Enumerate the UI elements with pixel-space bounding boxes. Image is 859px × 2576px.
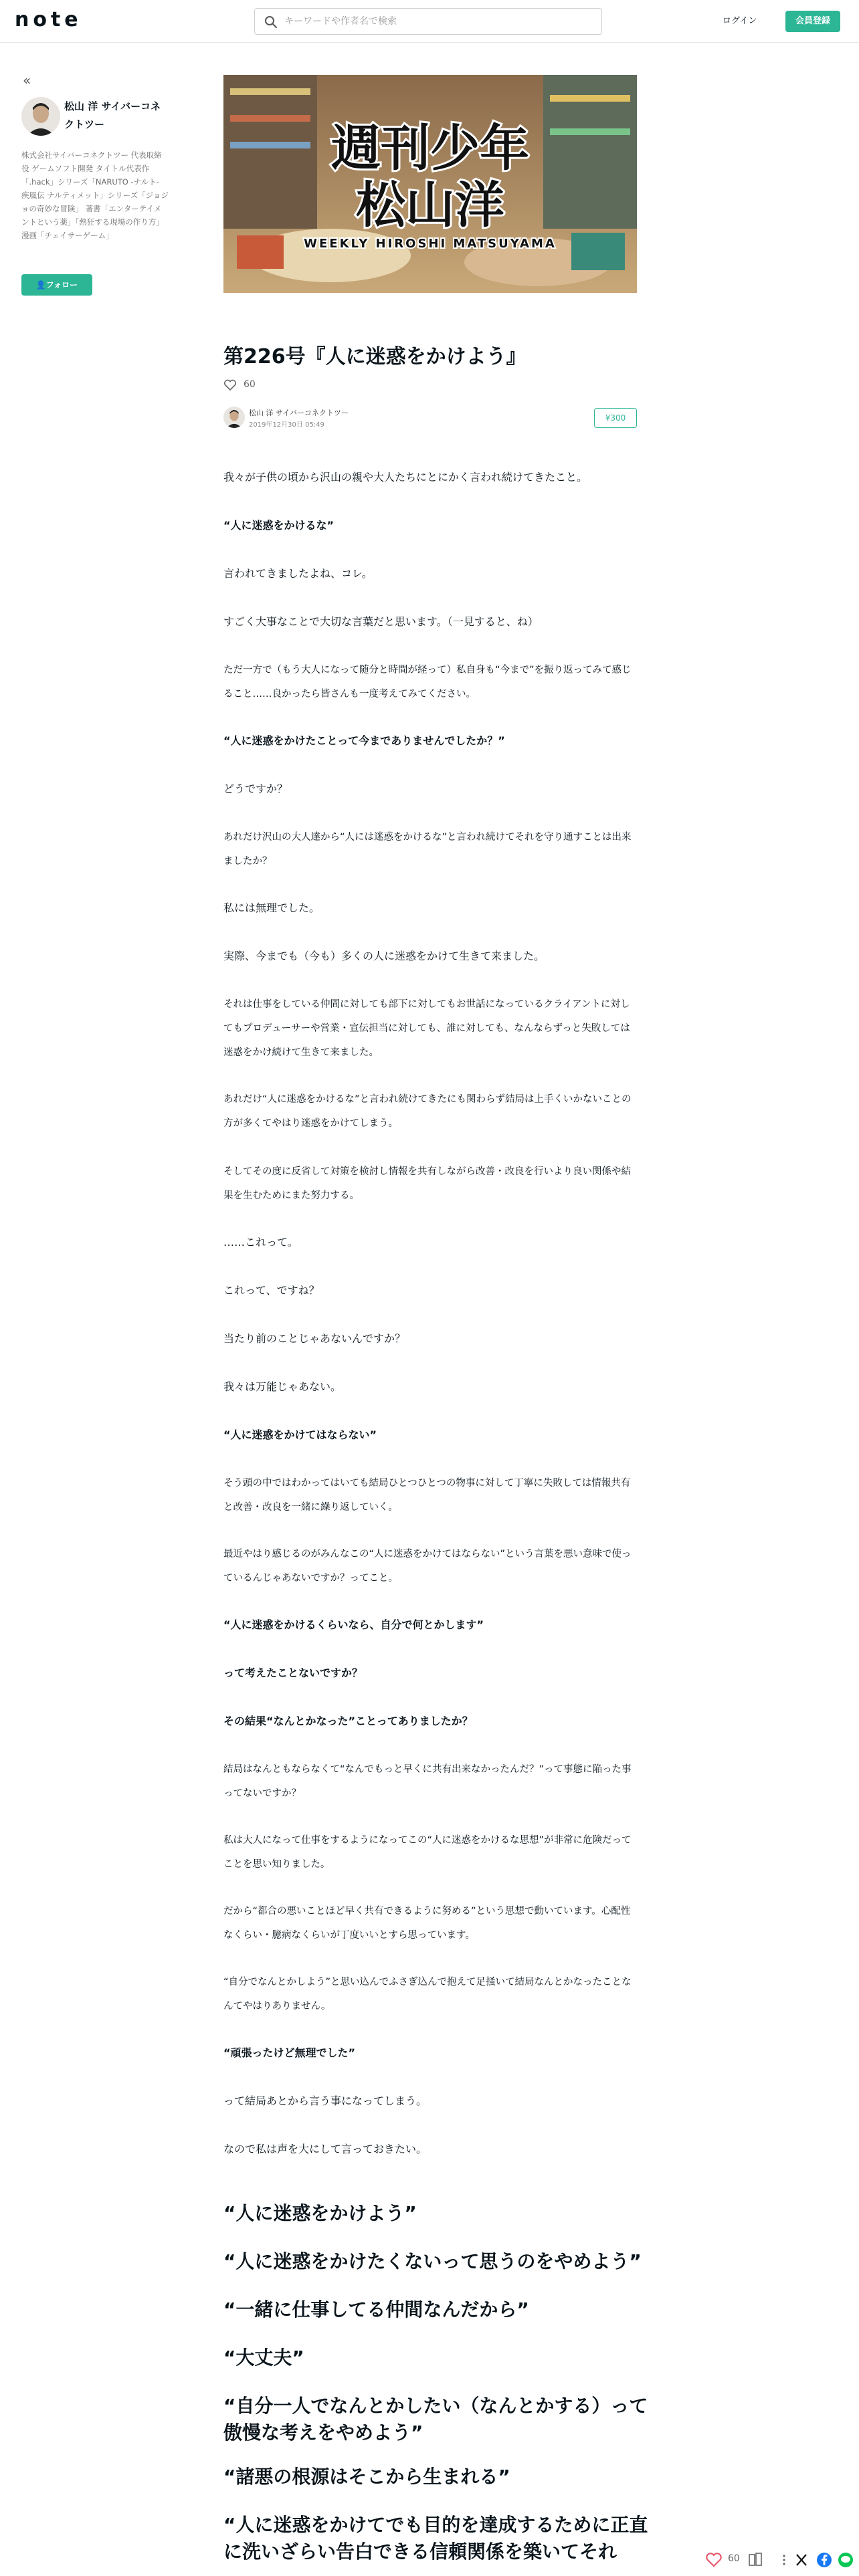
hero-subtitle: WEEKLY HIROSHI MATSUYAMA: [304, 237, 557, 251]
search-input[interactable]: [284, 9, 592, 34]
hero-title-line2: 松山洋: [356, 177, 504, 234]
price-badge[interactable]: ¥300: [594, 408, 637, 428]
body-paragraph: ……これって。: [223, 1236, 298, 1249]
note-logo[interactable]: note: [15, 8, 82, 31]
body-paragraph: “人に迷惑をかけたことって今までありませんでしたか？”: [223, 734, 505, 747]
highlight-quote: “人に迷惑をかけたくないって思うのをやめよう”: [223, 2250, 642, 2272]
article-date: 2019年12月30日 05:49: [249, 421, 324, 429]
body-paragraph: “頑張ったけど無理でした”: [223, 2046, 356, 2059]
body-paragraph: そしてその度に反省して対策を検討し情報を共有しながら改善・改良を行いより良い関係や結果を生むためにまた努力する。: [223, 1166, 631, 1201]
body-paragraph: ただ一方で（もう大人になって随分と時間が経って）私自身も“今まで”を振り返ってみて感じること……良かったら皆さんも一度考えてみてください。: [223, 665, 632, 700]
body-paragraph: 我々が子供の頃から沢山の親や大人たちにとにかく言われ続けてきたこと。: [223, 471, 588, 484]
body-paragraph: 当たり前のことじゃあないんですか？: [223, 1332, 406, 1345]
more-icon[interactable]: [779, 2552, 789, 2568]
floating-action-bar: [696, 2547, 859, 2573]
hero-image: [223, 75, 637, 293]
body-paragraph: “自分でなんとかしよう”と思い込んでふさぎ込んで抱えて足掻いて結局なんとかなったことなんてやはりありません。: [223, 1977, 632, 2012]
site-header: [0, 0, 859, 43]
body-paragraph: あれだけ沢山の大人達から“人には迷惑をかけるな”と言われ続けてそれを守り通すことは出来ましたか？: [223, 832, 632, 867]
body-paragraph: 実際、今までも（今も）多くの人に迷惑をかけて生きて来ました。: [223, 950, 545, 962]
body-paragraph: 私には無理でした。: [223, 901, 320, 914]
avatar[interactable]: [223, 407, 245, 428]
author-avatar-small: [223, 407, 245, 428]
search-box[interactable]: [254, 8, 602, 35]
body-paragraph: すごく大事なことで大切な言葉だと思います。（一見すると、ね）: [223, 615, 539, 628]
body-paragraph: その結果“なんとかなった”ことってありましたか？: [223, 1715, 473, 1727]
body-paragraph: あれだけ“人に迷惑をかけるな”と言われ続けてきたにも関わらず結局は上手くいかないことの方が多くてやはり迷惑をかけてしまう。: [223, 1094, 632, 1129]
signup-button[interactable]: 会員登録: [785, 11, 840, 32]
bookmark-icon[interactable]: [748, 2552, 763, 2568]
body-paragraph: それは仕事をしている仲間に対しても部下に対してもお世話になっているクライアントに対してもプロデューサーや営業・宣伝担当に対しても、誰に対しても、なんならずっと失敗しては迷惑をかけ続けて生きて来ました。: [223, 999, 630, 1058]
heart-icon[interactable]: [223, 379, 237, 391]
body-paragraph: 言われてきましたよね、コレ。: [223, 567, 373, 580]
line-share-icon[interactable]: [838, 2552, 854, 2568]
highlight-quote: “大丈夫”: [223, 2347, 304, 2369]
highlight-quote: “一緒に仕事してる仲間なんだから”: [223, 2298, 529, 2321]
follow-button[interactable]: [21, 274, 92, 296]
body-paragraph: そう頭の中ではわかってはいても結局ひとつひとつの物事に対して丁寧に失敗しては情報共有と改善・改良を一緒に繰り返していく。: [223, 1478, 631, 1513]
likes-count: 60: [244, 379, 256, 390]
x-share-icon[interactable]: [795, 2552, 808, 2568]
highlight-quote: “諸悪の根源はそこから生まれる”: [223, 2466, 510, 2488]
hero-illustration: [223, 75, 637, 293]
likes-count: 60: [728, 2553, 740, 2564]
body-paragraph: “人に迷惑をかけるくらいなら、自分で何とかします”: [223, 1618, 484, 1631]
body-paragraph: 最近やはり感じるのがみんなこの“人に迷惑をかけてはならない”という言葉を悪い意味で使っているんじゃあないですか？ってこと。: [223, 1549, 632, 1584]
login-link[interactable]: ログイン: [723, 16, 757, 26]
article-author[interactable]: 松山 洋 サイバーコネクトツー: [249, 409, 349, 417]
article-title: 第226号『人に迷惑をかけよう』: [223, 345, 527, 368]
highlight-quote: “自分一人でなんとかしたい（なんとかする）って傲慢な考えをやめよう”: [223, 2395, 648, 2444]
search-icon: [264, 15, 278, 29]
collapse-sidebar-icon[interactable]: «: [23, 72, 31, 88]
follow-label: フォロー: [45, 280, 78, 290]
body-paragraph: なので私は声を大にして言っておきたい。: [223, 2143, 427, 2155]
heart-icon[interactable]: [705, 2552, 723, 2568]
avatar[interactable]: [21, 97, 60, 136]
highlight-quote: “人に迷惑をかけてでも目的を達成するために正直に洗いざらい告白できる信頼関係を築いてそれ: [223, 2514, 648, 2563]
author-name[interactable]: 松山 洋 サイバーコネクトツー: [64, 100, 161, 130]
highlight-quote: “人に迷惑をかけよう”: [223, 2202, 417, 2224]
body-paragraph: これって、ですね？: [223, 1284, 320, 1297]
hero-title-line1: 週刊少年: [331, 120, 529, 177]
body-paragraph: 結局はなんともならなくて“なんでもっと早くに共有出来なかったんだ？”って事態に陥った事ってないですか？: [223, 1764, 632, 1799]
author-bio: 株式会社サイバーコネクトツー 代表取締役 ゲームソフト開発 タイトル代表作「.hack」シリーズ「NARUTO -ナルト- 疾風伝 ナルティメット」シリーズ「ジョジョの奇妙な冒険」 著書「エンターテイメントという薬」「熱狂する現場の作り方」 漫画「チェイサーゲーム」: [21, 150, 169, 240]
author-avatar-image: [21, 97, 60, 136]
body-paragraph: って結局あとから言う事になってしまう。: [223, 2095, 427, 2107]
body-paragraph: だから“都合の悪いことほど早く共有できるように努める”という思想で動いています。心配性なくらい・臆病なくらいが丁度いいとすら思っています。: [223, 1906, 631, 1941]
body-paragraph: って考えたことないですか？: [223, 1667, 363, 1679]
body-paragraph: 我々は万能じゃあない。: [223, 1380, 342, 1393]
facebook-share-icon[interactable]: [816, 2552, 832, 2568]
body-paragraph: 私は大人になって仕事をするようになってこの“人に迷惑をかけるな思想”が非常に危険だってことを思い知りました。: [223, 1835, 632, 1870]
person-add-icon: 👤: [35, 280, 46, 290]
body-paragraph: “人に迷惑をかけるな”: [223, 519, 335, 532]
body-paragraph: “人に迷惑をかけてはならない”: [223, 1428, 377, 1441]
body-paragraph: どうですか？: [223, 782, 288, 795]
